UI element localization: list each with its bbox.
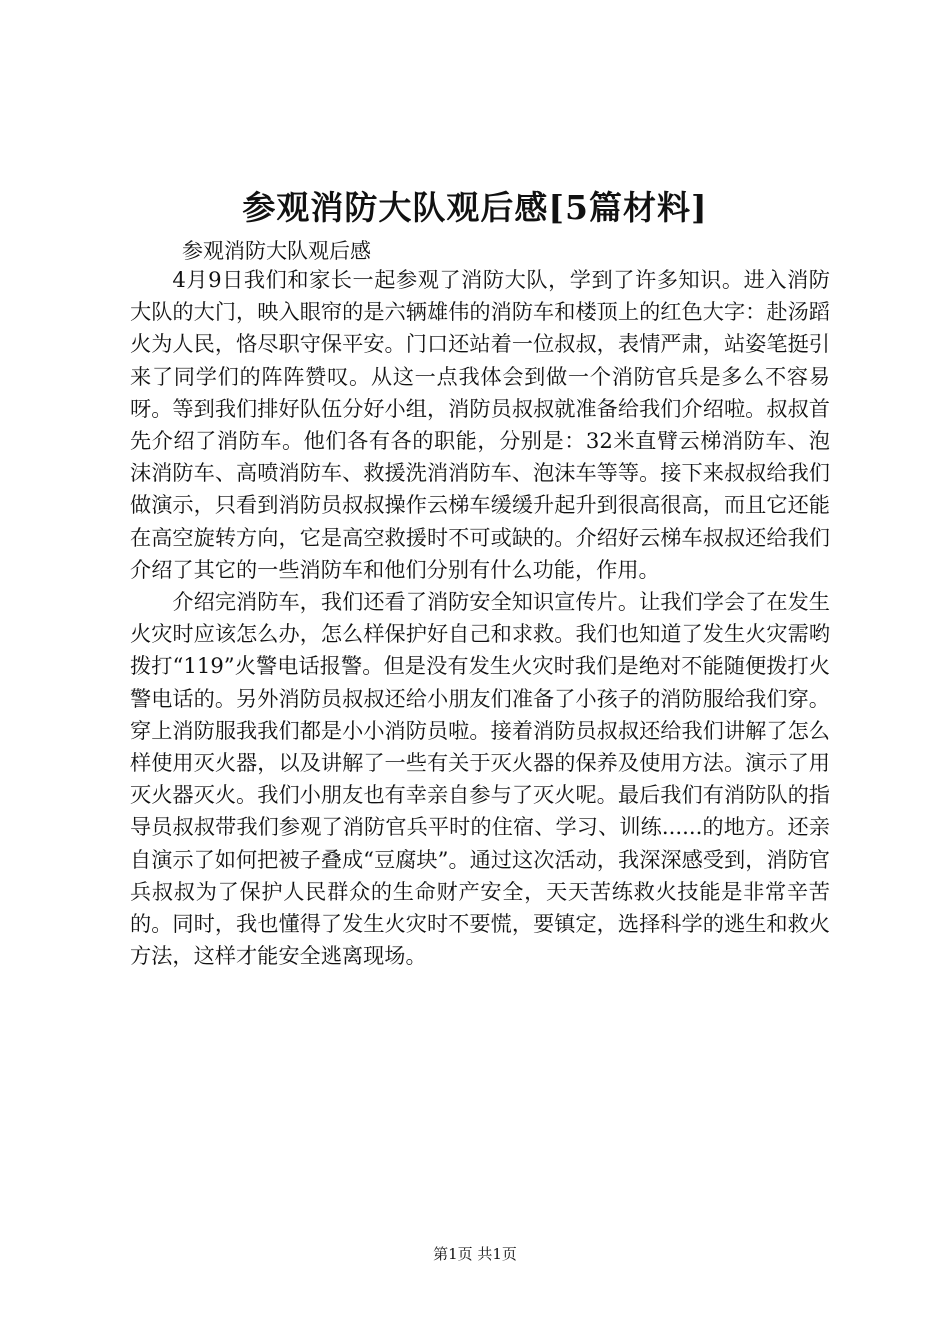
page-footer: 第1页 共1页 <box>433 1245 517 1263</box>
document-title: 参观消防大队观后感[5篇材料] <box>242 188 708 227</box>
document-body <box>130 264 830 972</box>
document-subtitle: 参观消防大队观后感 <box>182 239 371 263</box>
body-paragraph-2: 介绍完消防车，我们还看了消防安全知识宣传片。让我们学会了在发生火灾时应该怎么办，怎么样保护好自己和求救。我们也知道了发生火灾需哟拨打“119”火警电话报警。但是没有发生火灾时我们是绝对不能随便拨打火警电话的。另外消防员叔叔还给小朋友们准备了小孩子的消防服给我们穿。穿上消防服我我们都是小小消防员啦。接着消防员叔叔还给我们讲解了怎么样使用灭火器，以及讲解了一些有关于灭火器的保养及使用方法。演示了用灭火器灭火。我们小朋友也有幸亲自参与了灭火呢。最后我们有消防队的指导员叔叔带我们参观了消防官兵平时的住宿、学习、训练......的地方。还亲自演示了如何把被子叠成“豆腐块”。通过这次活动，我深深感受到，消防官兵叔叔为了保护人民群众的生命财产安全，天天苦练救火技能是非常辛苦的。同时，我也懂得了发生火灾时不要慌，要镇定，选择科学的逃生和救火方法，这样才能安全逃离现场。 <box>130 589 830 969</box>
body-paragraph-1: 4月9日我们和家长一起参观了消防大队，学到了许多知识。进入消防大队的大门，映入眼帘的是六辆雄伟的消防车和楼顶上的红色大字：赴汤蹈火为人民，恪尽职守保平安。门口还站着一位叔叔，表情严肃，站姿笔挺引来了同学们的阵阵赞叹。从这一点我体会到做一个消防官兵是多么不容易呀。等到我们排好队伍分好小组，消防员叔叔就准备给我们介绍啦。叔叔首先介绍了消防车。他们各有各的职能，分别是：32米直臂云梯消防车、泡沫消防车、高喷消防车、救援洗消消防车、泡沫车等等。接下来叔叔给我们做演示，只看到消防员叔叔操作云梯车缓缓升起升到很高很高，而且它还能在高空旋转方向，它是高空救援时不可或缺的。介绍好云梯车叔叔还给我们介绍了其它的一些消防车和他们分别有什么功能，作用。 <box>130 267 830 582</box>
